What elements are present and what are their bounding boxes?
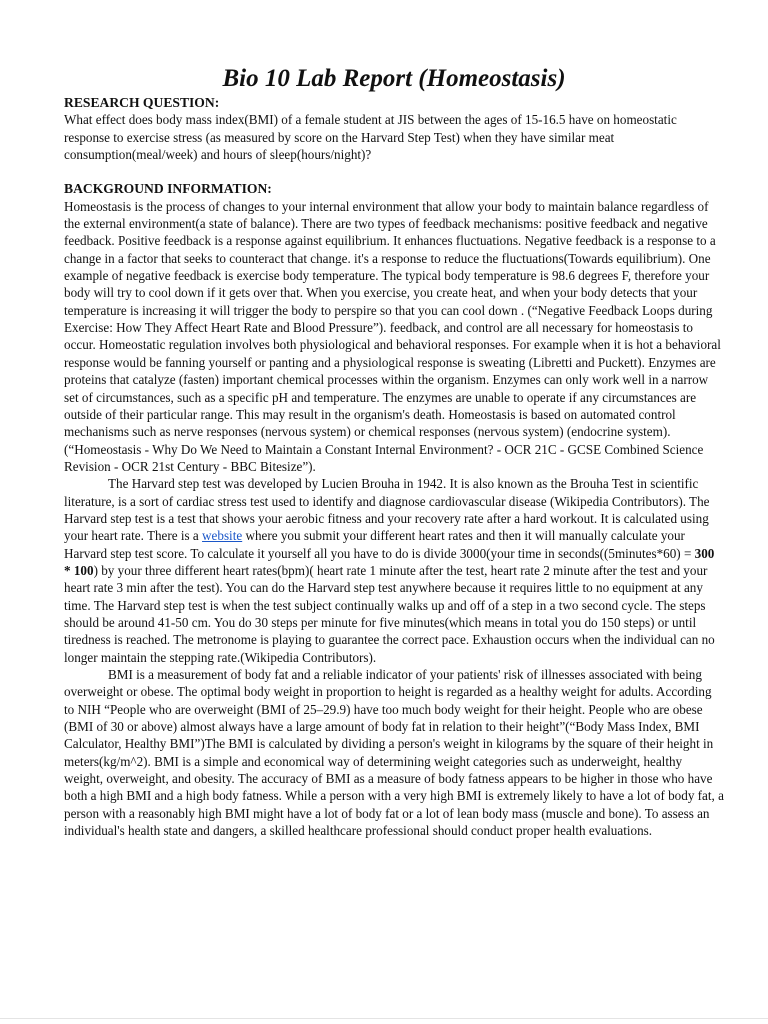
background-paragraph-bmi: BMI is a measurement of body fat and a reliable indicator of your patients' risk of illnesses associated with being overweight or obese. The optimal body weight in proportion to height is regarded as a healthy weight for adults. According to NIH “People who are overweight (BMI of 25–29.9) have too much body weight for their height. People who are obese (BMI of 30 or above) almost always have a large amount of body fat in relation to their height”(“Body Mass Index, BMI Calculator, Healthy BMI”)The BMI is calculated by dividing a person's weight in kilograms by the square of their height in meters(kg/m^2). BMI is a simple and economical way of determining weight categories such as underweight, healthy weight, overweight, and obesity. The accuracy of BMI as a measure of body fatness appears to be higher in those who have both a high BMI and a high body fatness. While a person with a very high BMI is extremely likely to have a lot of body fat, a person with a reasonably high BMI might have a lot of body fat or a lot of lean body mass (muscle and bone). To assess an individual's health state and dangers, a skilled healthcare professional should conduct proper health evaluations. [64,667,724,839]
page-edge-divider [0,1018,768,1019]
research-question-heading: RESEARCH QUESTION: [64,95,220,110]
harvard-text-part-3: ) by your three different heart rates(bpm)( heart rate 1 minute after the test, heart rate 2 minute after the test and your heart rate 3 min after the test). You can do the Harvard step test anywhere because it requires little to no equipment at any time. The Harvard step test is when the test subject continually walks up and off of a step in a two second cycle. The steps should be around 41-50 cm. You do 30 steps per minute for five minutes(which means in total you do 150 steps) or until tiredness is reached. The metronome is playing to guarantee the correct pace. Exhaustion occurs when the individual can no longer maintain the stepping rate.(Wikipedia Contributors). [64,562,715,665]
background-paragraph-homeostasis: Homeostasis is the process of changes to your internal environment that allow your body to maintain balance regardless of the external environment(a state of balance). There are two types of feedback mechanisms: positive feedback and negative feedback. Positive feedback is a response against equilibrium. It enhances fluctuations. Negative feedback is a response to a change in a factor that seeks to counteract that change. it's a response to reduce the fluctuations(Towards equilibrium). One example of negative feedback is exercise body temperature. The typical body temperature is 98.6 degrees F, therefore your body will try to cool down if it gets over that. When you exercise, you create heat, and when your body detects that your temperature is increasing it will trigger the body to perspire so that you can cool down . (“Negative Feedback Loops during Exercise: How They Affect Heart Rate and Blood Pressure”). feedback, and control are all necessary for homeostasis to occur. Homeostatic regulation involves both physiological and behavioral responses. For example when it is hot a behavioral response would be fanning yourself or panting and a physiological response is sweating (Libretti and Puckett). Enzymes are proteins that catalyze (fasten) important chemical processes within the organism. Enzymes can only work well in a narrow set of circumstances, such as a specific pH and temperature. The enzymes are unable to operate if any circumstances are outside of their particular range. This may result in the organism's death. Homeostasis is based on automated control mechanisms such as nerve responses (nervous system) or chemical responses (nervous system) (endocrine system). (“Homeostasis - Why Do We Need to Maintain a Constant Internal Environment? - OCR 21C - GCSE Combined Science Revision - OCR 21st Century - BBC Bitesize”). [64,198,721,474]
harvard-formula-bold: 300 * 100 [64,545,715,578]
harvard-text-part-2: where you submit your different heart rates and then it will manually calculate your Harvard step test score. To calculate it yourself all you have to do is divide 3000(your time in seconds((5minutes*60) = [64,528,695,561]
background-paragraph-harvard-step-test [64,475,724,666]
background-heading: BACKGROUND INFORMATION: [64,181,272,197]
document-page [64,64,724,839]
website-link[interactable]: website [202,528,243,544]
research-question-text: What effect does body mass index(BMI) of a female student at JIS between the ages of 15-16.5 have on homeostatic response to exercise stress (as measured by score on the Harvard Step Test) when they have similar meat consumption(meal/week) and hours of sleep(hours/night)? [64,112,677,163]
document-title: Bio 10 Lab Report (Homeostasis) [222,65,566,92]
harvard-text-part-1: The Harvard step test was developed by Lucien Brouha in 1942. It is also known as the Brouha Test in scientific literature, is a sort of cardiac stress test used to identify and diagnose cardiovascular disease (Wikipedia Contributors). The Harvard step test is a test that shows your aerobic fitness and your recovery rate after a hard workout. It is calculated using your heart rate. There is a [64,476,710,544]
